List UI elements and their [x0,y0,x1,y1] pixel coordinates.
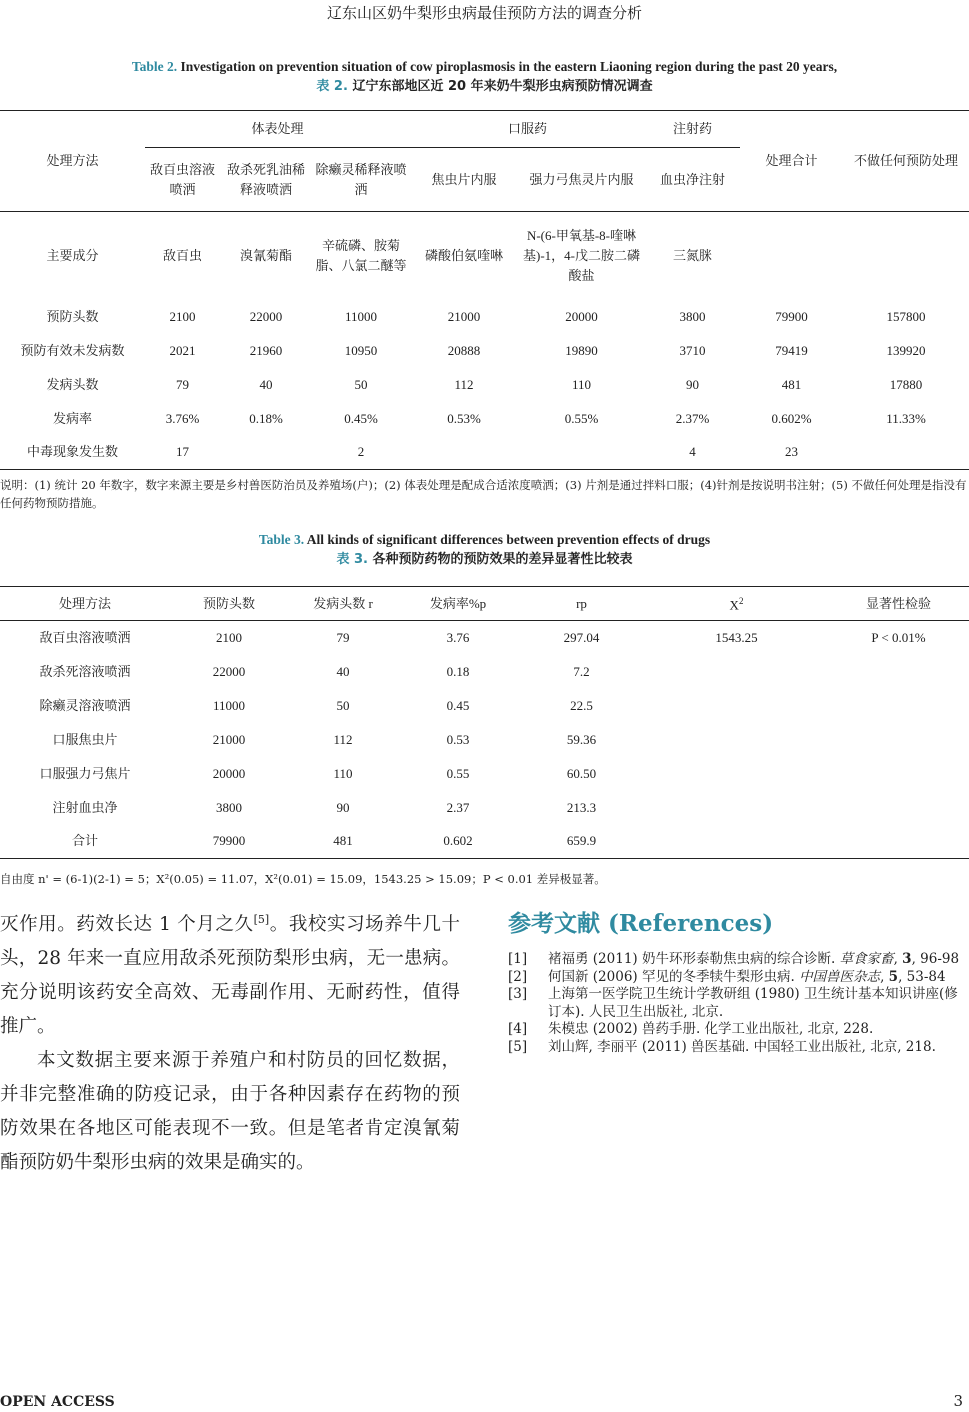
table-cell: 磷酸伯氨喹啉 [424,247,503,263]
table-row [0,368,969,402]
table-3 [0,586,969,859]
table2-caption-en: Table 2. Investigation on prevention situation of cow piroplasmosis in the eastern Liaoning region during the past 20 years, [131,59,838,74]
table-cell: 139920 [886,342,926,358]
table-cell: 11.33% [886,410,926,426]
table-cell: 合计 [71,833,98,849]
reference-text: 上海第一医学院卫生统计学教研组 (1980) 卫生统计基本知识讲座(修订本). 人民卫生出版社, 北京. [548,986,958,1020]
table-cell: 敌百虫 [162,247,202,263]
text: 灭作用。药效长达 1 个月之久 [0,914,254,936]
reference-item [508,1021,968,1039]
table-2 [0,110,969,470]
table-row [0,825,969,859]
table-cell: 敌百虫溶液喷洒 [39,629,131,645]
table-cell: 7.2 [573,663,590,679]
table-cell: 20000 [212,765,246,781]
reference-number: [1] [508,951,528,967]
table-cell: 112 [333,731,353,747]
total-header: 处理合计 [765,153,818,168]
table-cell: 21960 [249,342,283,358]
reference-number: [5] [508,1038,528,1055]
table-row [0,436,969,470]
chi-square-value: 1543.25 [715,629,758,645]
table-cell: 2.37% [675,410,710,426]
body-text [0,903,460,1180]
table-cell: 0.53% [447,410,481,426]
table-cell: 注射血虫净 [52,799,118,815]
references-list [508,951,968,1056]
table-cell: 21000 [212,731,246,747]
column-header: 发病率%p [429,595,487,611]
table-cell: 0.602% [771,410,812,426]
table-cell [843,212,969,300]
table-cell: 213.3 [566,799,597,815]
table-cell: 0.602 [443,833,473,849]
table-cell: 50 [354,376,368,392]
table-cell: 敌杀死溶液喷洒 [39,663,131,679]
table-row [0,689,969,723]
table-cell: 22000 [249,308,283,324]
table-row [0,621,969,655]
table-cell: 4 [689,444,696,460]
table-cell: 2 [357,444,365,460]
table-cell [843,436,969,470]
table-cell: 2.37 [446,799,470,815]
citation-link[interactable]: [5] [253,913,270,926]
table-cell: 112 [454,376,474,392]
column-header: 显著性检验 [865,595,931,611]
table-cell: 110 [571,376,592,392]
text: 。我校实习场养牛几十头，28 年来一直应用敌杀死预防梨形虫病，无一患病。充分说明该药安全高效、无毒副作用、无耐药性，值得推广。 [0,914,460,1038]
table-cell: 20000 [565,308,598,324]
table-cell: 19890 [565,342,598,358]
column-header: 预防头数 [202,595,255,611]
table-cell: 三氮脒 [672,247,712,263]
table-cell: 481 [781,376,802,392]
column-header: rp [576,595,587,611]
table-cell: 0.18% [249,410,283,426]
volume: 3 [902,951,912,967]
table-cell: 3.76 [446,629,470,645]
reference-item [508,986,968,1021]
table3-caption-en: Table 3. All kinds of significant differences between prevention effects of drugs [258,532,711,547]
table-row [0,723,969,757]
subcol-header: 血虫净注射 [659,171,725,187]
row-label: 中毒现象发生数 [26,444,118,460]
table-row [0,757,969,791]
subcol-header: 强力弓焦灵片内服 [529,171,634,187]
table-cell: 22.5 [570,697,593,713]
table-cell: 90 [686,376,699,392]
table-cell: 79419 [775,342,808,358]
none-header: 不做任何预防处理 [853,153,958,168]
paragraph: 本文数据主要来源于养殖户和村防员的回忆数据，并非完整准确的防疫记录，由于各种因素存在药物的预防效果在各地区可能表现不一致。但是笔者肯定溴氰菊酯预防奶牛梨形虫病的效果是确实的。 [0,1050,460,1174]
table-row [0,402,969,436]
table-cell [410,436,518,470]
table-cell: 2021 [169,342,196,358]
references-heading: 参考文献 (References) [508,910,774,937]
table-cell: 辛硫磷、胺菊脂、八氯二醚等 [315,237,407,273]
table-cell: 溴氰菊酯 [239,247,292,263]
table-cell: 21000 [447,308,481,324]
table-cell: 0.55% [564,410,599,426]
table-cell: 481 [333,833,353,849]
subcol-header: 敌杀死乳油稀释液喷洒 [226,161,305,197]
table-cell: 659.9 [566,833,597,849]
table3-caption-zh: 表 3. 各种预防药物的预防效果的差异显著性比较表 [336,552,633,567]
group-header: 注射药 [645,111,740,148]
journal-name: 草食家畜 [839,951,894,967]
table-cell: 除癞灵溶液喷洒 [39,697,131,713]
reference-text: 何国新 (2006) 罕见的冬季犊牛梨形虫病. 中国兽医杂志, 5, 53-84 [548,968,946,985]
row-header: 处理方法 [46,153,99,168]
table-row [0,300,969,334]
table-cell: 2100 [169,308,196,324]
table-cell: 11000 [212,697,246,713]
row-label: 发病头数 [46,376,99,392]
subcol-header: 焦虫片内服 [431,171,497,187]
table-row [0,655,969,689]
table-cell [518,436,645,470]
table-row [0,212,969,300]
journal-name: 中国兽医杂志 [799,968,881,985]
table-cell: 22000 [212,663,246,679]
reference-item [508,969,968,987]
table3-note: 自由度 n' = (6-1)(2-1) = 5；X²(0.05) = 11.07，X²(0.01) = 15.09，1543.25 > 15.09；P < 0.01 差异极显著。 [0,872,606,886]
table-cell: 110 [333,765,353,781]
table-cell: 79900 [212,833,246,849]
reference-number: [2] [508,968,528,985]
open-access-label: OPEN ACCESS [0,1394,115,1410]
table-cell: 0.45% [344,410,378,426]
reference-number: [3] [508,986,528,1002]
reference-item [508,951,968,969]
table-cell: 0.18 [446,663,470,679]
reference-text: 朱模忠 (2002) 兽药手册. 化学工业出版社, 北京, 228. [548,1021,874,1037]
row-label: 预防头数 [46,308,99,324]
table-cell: 40 [259,376,273,392]
table-cell: 0.53 [446,731,470,747]
table-cell: 3710 [679,342,706,358]
table-cell: 3.76% [165,410,200,426]
table-row [0,334,969,368]
significance-value: P < 0.01% [871,629,926,645]
table-cell: N-(6-甲氧基-8-喹啉基)-1，4-戊二胺二磷酸盐 [523,227,640,283]
reference-text: 褚福勇 (2011) 奶牛环形泰勒焦虫病的综合诊断. 草食家畜, 3, 96-98 [548,951,960,967]
group-header: 体表处理 [145,111,410,148]
subcol-header: 除癞灵稀释液喷洒 [315,161,407,197]
table-cell: 3800 [679,308,706,324]
table2-caption-zh: 表 2. 辽宁东部地区近 20 年来奶牛梨形虫病预防情况调查 [316,79,653,94]
row-label: 预防有效未发病数 [20,342,125,358]
table-cell: 3800 [216,799,242,815]
table-cell: 297.04 [563,629,600,645]
page-number: 3 [953,1392,963,1410]
reference-text: 刘山辉, 李丽平 (2011) 兽医基础. 中国轻工业出版社, 北京, 218. [548,1038,936,1055]
table-cell: 0.55 [446,765,470,781]
table-cell: 11000 [344,308,378,324]
table-cell: 59.36 [566,731,597,747]
column-header: 发病头数 r [313,595,373,611]
table-cell: 79 [336,629,350,645]
group-header: 口服药 [410,111,645,148]
row-label: 主要成分 [46,247,99,263]
table-cell: 60.50 [566,765,597,781]
table-cell: 17 [176,444,189,460]
table-cell: 90 [336,799,350,815]
table-row [0,791,969,825]
table-cell: 0.45 [446,697,470,713]
table-cell [740,212,843,300]
column-header: $X^2$ [729,596,744,613]
row-label: 发病率 [52,410,92,426]
table-cell: 23 [785,444,798,460]
table-cell: 10950 [344,342,378,358]
table-cell: 2100 [216,629,242,645]
table-cell: 79 [176,376,189,392]
table-cell: 17880 [889,376,923,392]
column-header: 处理方法 [58,595,111,611]
running-title: 辽东山区奶牛梨形虫病最佳预防方法的调查分析 [326,4,642,22]
subcol-header: 敌百虫溶液喷洒 [149,161,215,197]
table-cell: 20888 [447,342,481,358]
superscript: 2 [738,596,744,607]
table-cell: 口服焦虫片 [52,731,118,747]
reference-item [508,1039,968,1057]
paragraph [0,903,460,1044]
table-cell: 50 [336,697,350,713]
reference-number: [4] [508,1021,528,1037]
table2-note: 说明：(1) 统计 20 年数字，数字来源主要是乡村兽医防治员及养殖场(户)；(2) 体表处理是配成合适浓度喷洒；(3) 片剂是通过拌料口服；(4)针剂是按说明书注射；(5) 不做任何处理是指没有任何药物预防措施。 [0,478,967,510]
table-cell: 79900 [775,308,808,324]
table-cell: 157800 [886,308,926,324]
table-cell: 口服强力弓焦片 [39,765,131,781]
volume: 5 [888,968,899,985]
table-cell [220,436,312,470]
table-cell: 40 [336,663,350,679]
